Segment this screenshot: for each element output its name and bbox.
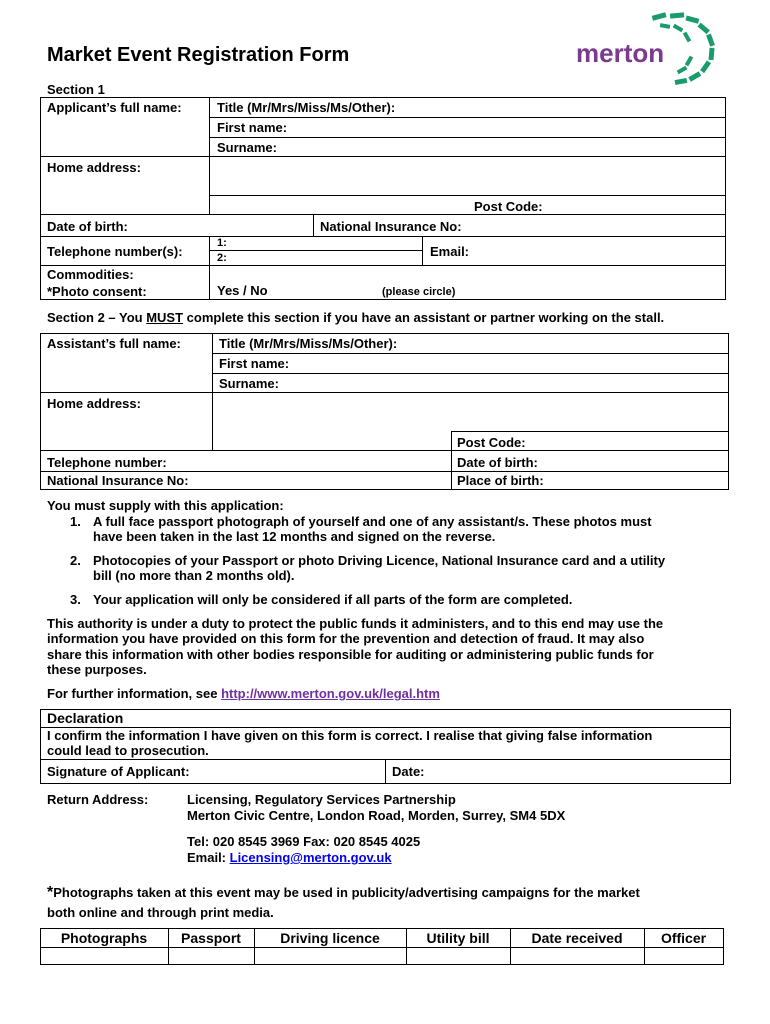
assistant-ni-field[interactable]: National Insurance No: [47, 473, 189, 488]
header-date-received: Date received [531, 930, 623, 946]
return-tel-fax: Tel: 020 8545 3969 Fax: 020 8545 4025 [187, 834, 421, 849]
assistant-place-of-birth-field[interactable]: Place of birth: [457, 473, 544, 488]
dob-field[interactable]: Date of birth: [47, 219, 128, 234]
req2-number: 2. [70, 553, 81, 568]
return-email: Email: Licensing@merton.gov.uk [187, 850, 392, 865]
email-link[interactable]: Licensing@merton.gov.uk [229, 850, 392, 865]
declaration-text-2: could lead to prosecution. [47, 743, 209, 758]
assistant-home-address-field[interactable] [220, 394, 720, 430]
photo-note-line-2: both online and through print media. [47, 905, 274, 920]
header-passport: Passport [181, 930, 241, 946]
section1-table [40, 97, 726, 300]
declaration-date-field[interactable]: Date: [392, 764, 425, 779]
assistant-post-code-field[interactable]: Post Code: [457, 435, 526, 450]
assistant-title-field[interactable]: Title (Mr/Mrs/Miss/Ms/Other): [219, 336, 398, 351]
assistant-surname-field[interactable]: Surname: [219, 376, 279, 391]
home-address-field[interactable] [217, 158, 717, 194]
photo-consent-yes-no[interactable]: Yes / No [217, 283, 268, 298]
assistant-telephone-field[interactable]: Telephone number: [47, 455, 167, 470]
header-utility-bill: Utility bill [426, 930, 490, 946]
legal-link[interactable]: http://www.merton.gov.uk/legal.htm [221, 686, 440, 701]
return-line-2: Merton Civic Centre, London Road, Morden, Surrey, SM4 5DX [187, 808, 566, 823]
assistant-first-name-field[interactable]: First name: [219, 356, 290, 371]
office-use-table [40, 928, 724, 965]
section1-heading: Section 1 [47, 82, 105, 97]
home-address-label: Home address: [47, 160, 141, 175]
surname-field[interactable]: Surname: [217, 140, 277, 155]
assistant-home-address-label: Home address: [47, 396, 141, 411]
title-field[interactable]: Title (Mr/Mrs/Miss/Ms/Other): [217, 100, 396, 115]
req1-number: 1. [70, 514, 81, 529]
declaration-text-1: I confirm the information I have given on this form is correct. I realise that giving false information [47, 728, 653, 743]
header-officer: Officer [660, 930, 707, 946]
return-address-label: Return Address: [47, 792, 149, 807]
assistant-name-label: Assistant’s full name: [47, 336, 181, 351]
ni-number-field[interactable]: National Insurance No: [320, 219, 462, 234]
section2-heading: Section 2 – You MUST complete this section if you have an assistant or partner working on the stall. [47, 310, 665, 325]
page-title: Market Event Registration Form [47, 44, 350, 66]
telephone-2-field[interactable]: 2: [217, 252, 227, 264]
fraud-line-2: information you have provided on this form for the prevention and detection of fraud. It may also [47, 631, 645, 646]
first-name-field[interactable]: First name: [217, 120, 288, 135]
telephone-label: Telephone number(s): [47, 244, 183, 259]
req3-number: 3. [70, 592, 81, 607]
fraud-line-4: these purposes. [47, 662, 147, 677]
photo-consent-label: *Photo consent: [47, 284, 147, 299]
return-line-1: Licensing, Regulatory Services Partnership [187, 792, 456, 807]
fraud-line-1: This authority is under a duty to protect the public funds it administers, and to this end may use the [47, 616, 664, 631]
declaration-box [40, 709, 731, 784]
fraud-line-3: share this information with other bodies responsible for auditing or administering public funds for [47, 647, 654, 662]
post-code-field[interactable]: Post Code: [474, 199, 543, 214]
assistant-dob-field[interactable]: Date of birth: [457, 455, 538, 470]
merton-logo [574, 12, 724, 92]
applicant-name-label: Applicant’s full name: [47, 100, 182, 115]
further-info: For further information, see http://www.merton.gov.uk/legal.htm [47, 686, 440, 701]
req1-line2: have been taken in the last 12 months and signed on the reverse. [93, 529, 496, 544]
please-circle-note: (please circle) [382, 286, 456, 298]
header-photographs: Photographs [60, 930, 148, 946]
signature-field[interactable]: Signature of Applicant: [47, 764, 190, 779]
photo-note-line-1: *Photographs taken at this event may be used in publicity/advertising campaigns for the market [47, 884, 640, 901]
req1-line1: A full face passport photograph of yourself and one of any assistant/s. These photos must [93, 514, 652, 529]
req3-line1: Your application will only be considered if all parts of the form are completed. [93, 592, 573, 607]
telephone-1-field[interactable]: 1: [217, 237, 227, 249]
logo-text: merton [576, 38, 665, 68]
declaration-heading: Declaration [47, 710, 124, 726]
req2-line1: Photocopies of your Passport or photo Driving Licence, National Insurance card and a utility [93, 553, 666, 568]
commodities-field[interactable]: Commodities: [47, 267, 134, 282]
req2-line2: bill (no more than 2 months old). [93, 568, 295, 583]
requirements-intro: You must supply with this application: [47, 498, 284, 513]
section2-table [40, 333, 729, 490]
header-driving-licence: Driving licence [280, 930, 380, 946]
email-field[interactable]: Email: [430, 244, 470, 259]
